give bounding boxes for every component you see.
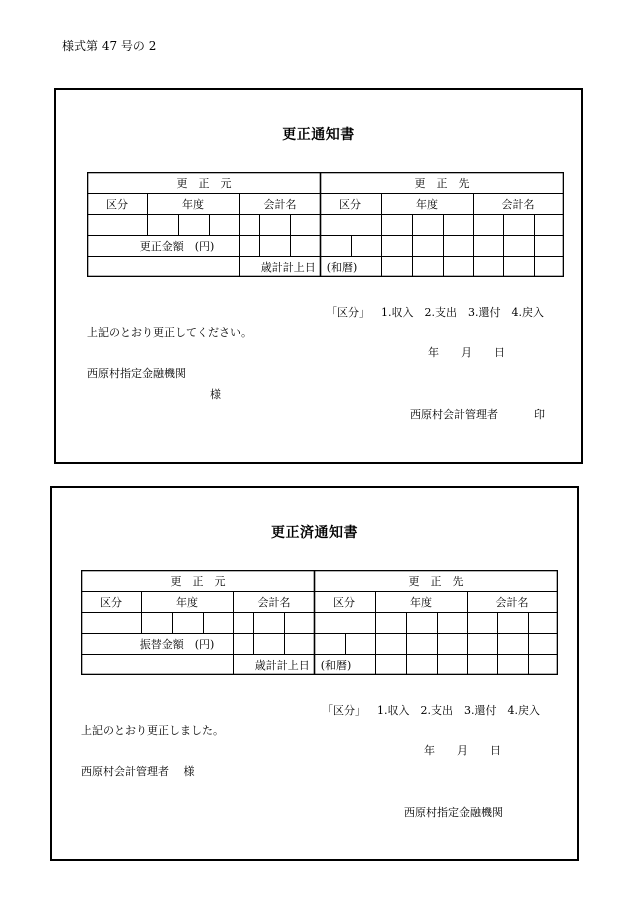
month-label: 月 [457, 744, 468, 757]
correction-ledger-table [87, 172, 564, 277]
correction-notice-card [54, 88, 583, 464]
column-kaikeimei: 会計名 [495, 596, 529, 609]
amount-label: 振替金額 (円) [139, 638, 215, 651]
legend-item: 1.収入 [381, 306, 414, 319]
year-label: 年 [424, 744, 435, 757]
source-heading: 更 正 元 [170, 575, 226, 588]
destination-heading: 更 正 先 [414, 177, 470, 190]
column-kubun: 区分 [339, 198, 361, 211]
card-title: 更正通知書 [282, 127, 355, 143]
month-label: 月 [461, 346, 472, 359]
date-label: 歳計計上日 (和暦) [260, 261, 358, 274]
column-kubun: 区分 [106, 198, 128, 211]
legend-heading: 「区分」 [326, 306, 370, 319]
sender: 西原村指定金融機関 [404, 806, 503, 819]
column-kaikeimei: 会計名 [257, 596, 291, 609]
column-kaikeimei: 会計名 [501, 198, 535, 211]
amount-label: 更正金額 (円) [139, 240, 215, 253]
column-kaikeimei: 会計名 [263, 198, 297, 211]
date-label: 歳計計上日 (和暦) [254, 659, 352, 672]
legend-item: 2.支出 [424, 306, 457, 319]
legend-item: 4.戻入 [511, 306, 544, 319]
request-message: 上記のとおり更正してください。 [87, 326, 252, 339]
date-line [424, 742, 523, 758]
recipient: 西原村会計管理者 様 [81, 765, 195, 778]
correction-ledger-table [81, 570, 558, 675]
form-number: 様式第 47 号の 2 [62, 39, 157, 53]
column-nendo: 年度 [410, 596, 432, 609]
seal-mark: 印 [534, 408, 545, 421]
category-legend [322, 702, 540, 718]
legend-item: 3.還付 [468, 306, 501, 319]
honorific: 様 [210, 388, 221, 401]
year-label: 年 [428, 346, 439, 359]
day-label: 日 [490, 744, 501, 757]
destination-heading: 更 正 先 [408, 575, 464, 588]
legend-heading: 「区分」 [322, 704, 366, 717]
column-kubun: 区分 [333, 596, 355, 609]
completion-message: 上記のとおり更正しました。 [81, 724, 224, 737]
source-heading: 更 正 元 [176, 177, 232, 190]
category-legend [326, 304, 544, 320]
legend-item: 4.戻入 [507, 704, 540, 717]
legend-item: 1.収入 [377, 704, 410, 717]
legend-item: 2.支出 [420, 704, 453, 717]
column-kubun: 区分 [100, 596, 122, 609]
recipient: 西原村指定金融機関 [87, 367, 186, 380]
column-nendo: 年度 [416, 198, 438, 211]
card-title: 更正済通知書 [271, 525, 358, 541]
column-nendo: 年度 [182, 198, 204, 211]
legend-item: 3.還付 [464, 704, 497, 717]
date-line [428, 344, 527, 360]
correction-completed-card [50, 486, 579, 861]
day-label: 日 [494, 346, 505, 359]
sender: 西原村会計管理者 [410, 408, 498, 421]
column-nendo: 年度 [176, 596, 198, 609]
